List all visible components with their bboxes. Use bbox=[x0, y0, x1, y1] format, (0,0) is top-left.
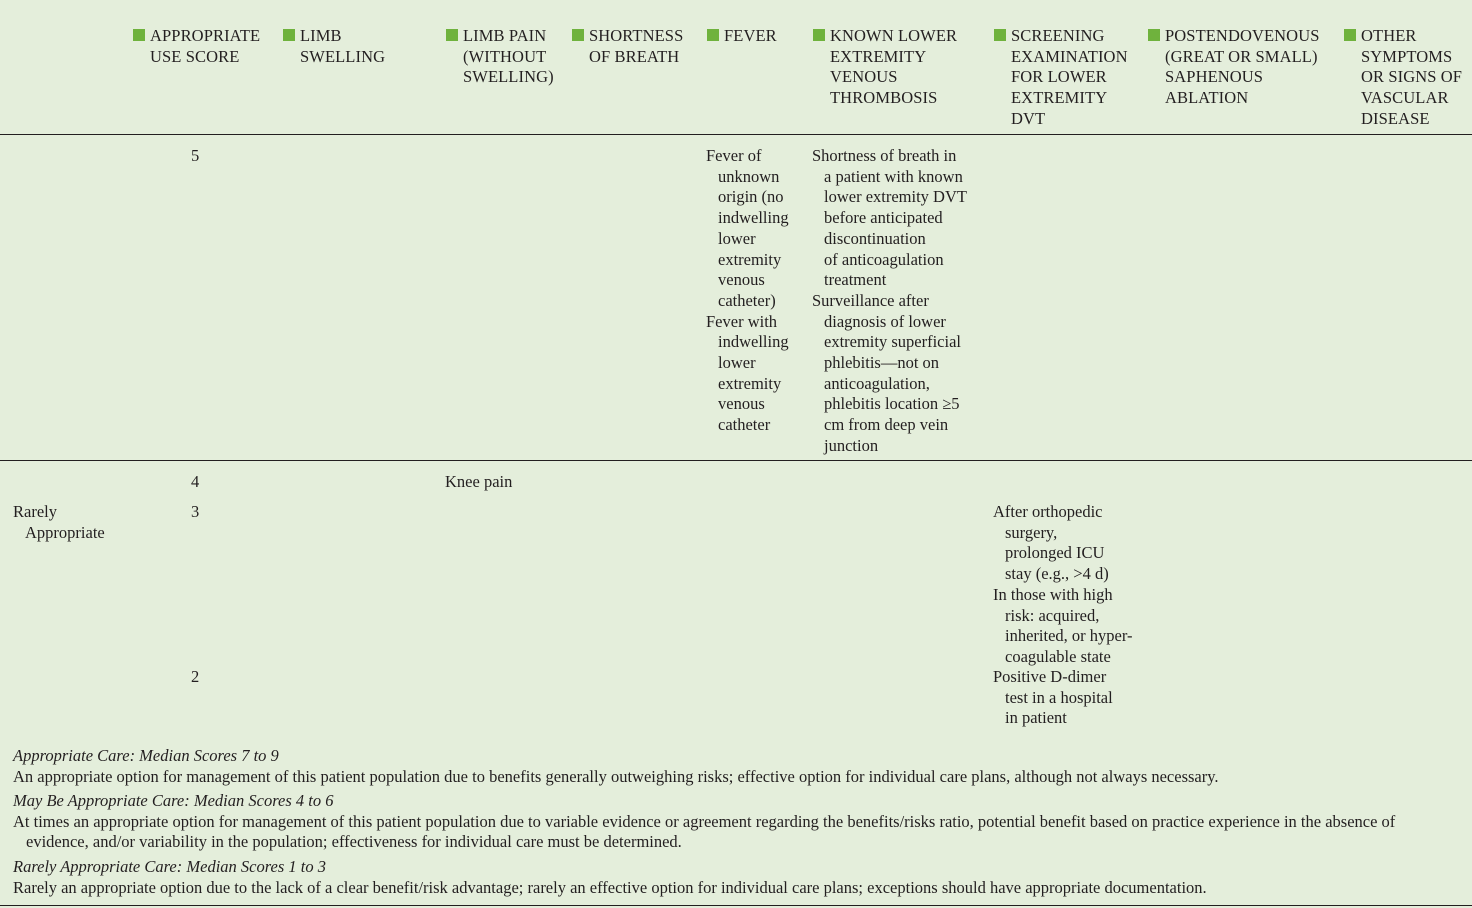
score-5: 5 bbox=[191, 146, 200, 165]
green-square-icon bbox=[446, 29, 458, 41]
column-header-limb-pain: LIMB PAIN (WITHOUT SWELLING) bbox=[463, 26, 554, 88]
row-divider bbox=[0, 460, 1472, 461]
footnote-appropriate-care: Appropriate Care: Median Scores 7 to 9 An appropriate option for management of this patient population due to benefits generally outweighing risks; effective option for individual care plans, although not always necessary. bbox=[13, 746, 1219, 786]
fever-entry: Fever with indwelling lower extremity venous catheter bbox=[706, 311, 789, 435]
green-square-icon bbox=[994, 29, 1006, 41]
screening-entry: Positive D-dimer test in a hospital in patient bbox=[993, 667, 1113, 728]
column-header-postendovenous-ablation: POSTENDOVENOUS (GREAT OR SMALL) SAPHENOUS ABLATION bbox=[1165, 26, 1320, 109]
column-header-known-lower-extremity-venous-thrombosis: KNOWN LOWER EXTREMITY VENOUS THROMBOSIS bbox=[830, 26, 957, 109]
green-square-icon bbox=[572, 29, 584, 41]
known-thrombosis-entry: Surveillance after diagnosis of lower extremity superficial phlebitis—not on anticoagulation, phlebitis location ≥5 cm from deep vein junction bbox=[812, 290, 961, 455]
green-square-icon bbox=[1148, 29, 1160, 41]
green-square-icon bbox=[707, 29, 719, 41]
known-thrombosis-entry: Shortness of breath in a patient with known lower extremity DVT before anticipated discontinuation of anticoagulation treatment bbox=[812, 146, 967, 290]
column-header-fever: FEVER bbox=[724, 26, 777, 47]
header-divider bbox=[0, 134, 1472, 135]
score-2: 2 bbox=[191, 667, 200, 686]
limb-pain-entry: Knee pain bbox=[445, 472, 513, 491]
screening-entry: After orthopedic surgery, prolonged ICU stay (e.g., >4 d) bbox=[993, 502, 1109, 584]
screening-entry: In those with high risk: acquired, inherited, or hyper- coagulable state bbox=[993, 584, 1133, 666]
score-3: 3 bbox=[191, 502, 200, 521]
green-square-icon bbox=[813, 29, 825, 41]
fever-entry: Fever of unknown origin (no indwelling lower extremity venous catheter) bbox=[706, 146, 789, 310]
limb-pain-cell bbox=[445, 472, 512, 493]
column-header-other-symptoms: OTHER SYMPTOMS OR SIGNS OF VASCULAR DISEASE bbox=[1361, 26, 1462, 130]
column-header-screening-examination: SCREENING EXAMINATION FOR LOWER EXTREMITY DVT bbox=[1011, 26, 1128, 130]
category-label: Rarely Appropriate bbox=[13, 502, 105, 542]
column-header-appropriate-use-score: APPROPRIATE USE SCORE bbox=[150, 26, 260, 67]
bottom-rule bbox=[0, 905, 1472, 906]
column-header-shortness-of-breath: SHORTNESS OF BREATH bbox=[589, 26, 683, 67]
screening-cell bbox=[993, 667, 1153, 729]
score-4: 4 bbox=[191, 472, 200, 491]
footnote-rarely-appropriate-care: Rarely Appropriate Care: Median Scores 1 to 3 Rarely an appropriate option due to the lack of a clear benefit/risk advantage; rarely an effective option for individual care plans; exceptions should have appropriate documentation. bbox=[13, 857, 1207, 897]
green-square-icon bbox=[133, 29, 145, 41]
green-square-icon bbox=[283, 29, 295, 41]
column-header-limb-swelling: LIMB SWELLING bbox=[300, 26, 385, 67]
known-thrombosis-cell bbox=[812, 146, 990, 457]
green-square-icon bbox=[1344, 29, 1356, 41]
screening-cell bbox=[993, 502, 1153, 668]
footnote-may-be-appropriate-care: May Be Appropriate Care: Median Scores 4 to 6 At times an appropriate option for management of this patient population due to variable evidence or agreement regarding the benefits/risks ratio, potential benefit based on practice experience in the absence of evidence, and/or variability in the population; effectiveness for individual care must be determined. bbox=[13, 791, 1396, 852]
fever-cell bbox=[706, 146, 810, 436]
